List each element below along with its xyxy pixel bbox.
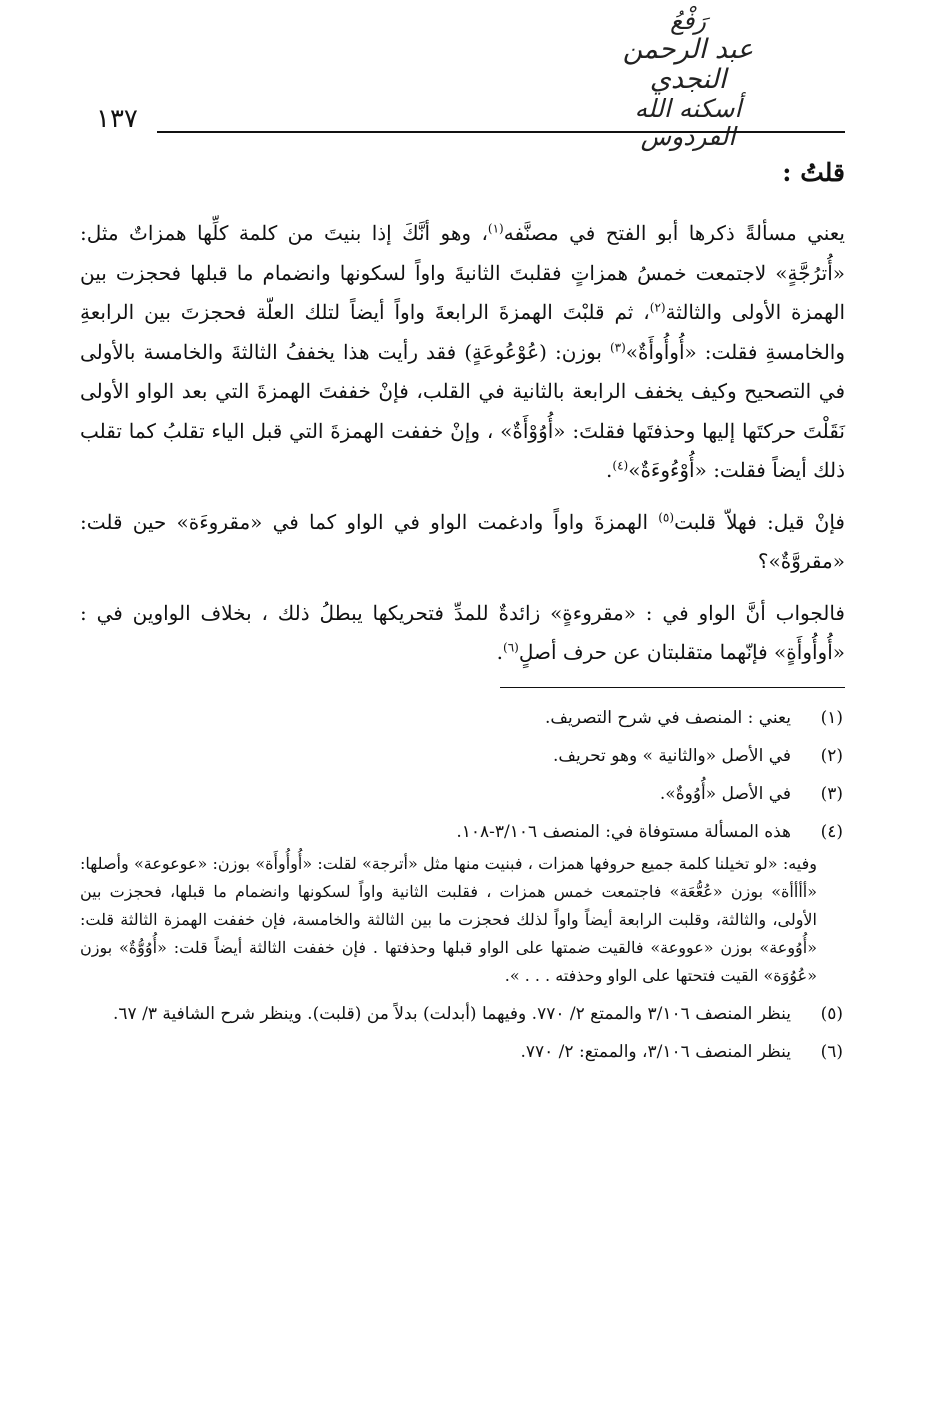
footnote-5 xyxy=(80,1000,845,1029)
footnote-number: (١) xyxy=(820,707,843,728)
paragraph-3 xyxy=(80,594,845,673)
page-number: ١٣٧ xyxy=(96,104,138,134)
footnote-text: ينظر المنصف ٣/١٠٦، والممتع: ٢/ ٧٧٠. xyxy=(520,1041,791,1062)
paragraph-1-text-b: ، وهو أنَّكَ إذا بنيتَ من كلمة كلِّها همزاتٌ مثل: «أُترُجَّةٍ» لاجتمعت خمسُ همزاتٍ فقلبتَ الثانيةَ واواً لسكونها وانضمام ما قبلها فحجزت بين الهمزة الأولى والثالثة xyxy=(80,221,846,324)
page-content xyxy=(80,146,845,1076)
footnote-number: (٥) xyxy=(820,1003,843,1024)
paragraph-1-text-d: بوزن: (عُوْعُوعَةٍ) فقد رأيت هذا يخففُ الثالثةَ والخامسة بالأولى في التصحيح وكيف يخفف الرابعة بالثانية في القلب، فإنْ خففتَ الهمزةَ التي بعد الواو الأولى نَقَلْتَ حركتَها إليها وحذفتَها فقلتَ: «أُوُوْأَةٌ» ، وإنْ خففت الهمزةَ التي قبل الياء تقلبُ كما تقلب ذلك أيضاً فقلت: «أُوْءُوءَةٌ» xyxy=(80,339,845,482)
footnote-text: هذه المسألة مستوفاة في: المنصف ٣/١٠٦-١٠٨. xyxy=(456,821,791,842)
footnote-text: في الأصل «والثانية » وهو تحريف. xyxy=(552,745,791,766)
footnote-4-quote: وفيه: «لو تخيلنا كلمة جميع حروفها همزات ، فبنيت منها مثل «أترجة» لقلت: «أُوأُوأَة» بوزن: «عوعوعة» وأصلها: «أأأأة» بوزن «عُعُّعَة» فاجتمعت خمس همزات ، فقلبت الثانية واواً لسكونها وانضمام ما قبلها، فحجزت بين الأولى، والثالثة، وقلبت الرابعة أيضاً واواً لذلك فحجزت ما بين الثالثة والخامسة، فإن خففت الهمزة الثالثة قلت: «أُوُوعة» بوزن «عووعة» فالقيت ضمتها على الواو قبلها وحذفتها . فإن خففت الثالثة أيضاً قلت: «أُوُوُّةٌ» بوزن «عُوُوَة» القيت فتحتها على الواو وحذفته . . . ». xyxy=(80,853,817,985)
footnote-text: ينظر المنصف ٣/١٠٦ والممتع ٢/ ٧٧٠. وفيهما (أبدلت) بدلاً من (قلبت). وينظر شرح الشافية ٣/ ٦٧. xyxy=(113,1003,791,1024)
footnote-ref-1: (١) xyxy=(487,221,504,236)
stamp-line-2: عبد الرحمن النجدي xyxy=(622,33,754,96)
footnote-number: (٣) xyxy=(820,783,843,804)
footnote-ref-4: (٤) xyxy=(612,458,629,473)
paragraph-1 xyxy=(80,214,845,491)
paragraph-3-text-b: . xyxy=(496,640,504,664)
paragraph-1-text-e: . xyxy=(606,458,613,482)
stamp-line-3: أسكنه الله الفردوس xyxy=(634,94,742,152)
footnote-2 xyxy=(80,742,845,771)
footnote-ref-2: (٢) xyxy=(649,300,666,315)
stamp-line-1: رَفْعُ xyxy=(670,7,706,35)
paragraph-1-text-c: ، ثم قلبْتَ الهمزةَ الرابعةَ واواً أيضاً لتلك العلّة فحجزتَ بين الرابعةِ والخامسةِ فقلت: «أُوأُوأَةٌ» xyxy=(80,300,845,364)
paragraph-1-text-a: يعني مسألةً ذكرها أبو الفتح في مصنَّفه xyxy=(503,221,845,245)
footnote-3 xyxy=(80,780,845,809)
footnote-number: (٢) xyxy=(820,745,843,766)
footnotes-rule xyxy=(500,687,845,688)
paragraph-2 xyxy=(80,503,845,582)
footnote-6 xyxy=(80,1038,845,1067)
footnote-ref-5: (٥) xyxy=(658,509,675,524)
footnote-1 xyxy=(80,704,845,733)
header-rule xyxy=(157,131,845,133)
paragraph-2-text-a: فإنْ قيل: فهلاّ قلبت xyxy=(674,509,845,534)
footnote-text: في الأصل «أُوُوةٌ». xyxy=(659,783,791,804)
footnote-ref-3: (٣) xyxy=(609,339,626,354)
paragraph-2-text-b: الهمزةَ واواً وادغمت الواو في الواو كما في «مقروءَة» حين قلت: «مقروَّةٌ»؟ xyxy=(80,509,845,573)
paragraph-3-text-a: فالجواب أنَّ الواو في : «مقروءةٍ» زائدةٌ للمدِّ فتحريكها يبطلُ ذلك ، بخلاف الواوين في : «أُوأُوأَةٍ» فإنّهما متقلبتان عن حرف أصلٍ xyxy=(80,600,845,664)
footnote-ref-6: (٦) xyxy=(503,640,519,655)
footnote-number: (٤) xyxy=(820,821,843,842)
footnote-4 xyxy=(80,818,845,847)
library-stamp xyxy=(593,8,783,151)
footnote-text: يعني : المنصف في شرح التصريف. xyxy=(545,707,791,728)
footnote-number: (٦) xyxy=(820,1041,843,1062)
section-heading: قلتُ : xyxy=(782,158,845,187)
